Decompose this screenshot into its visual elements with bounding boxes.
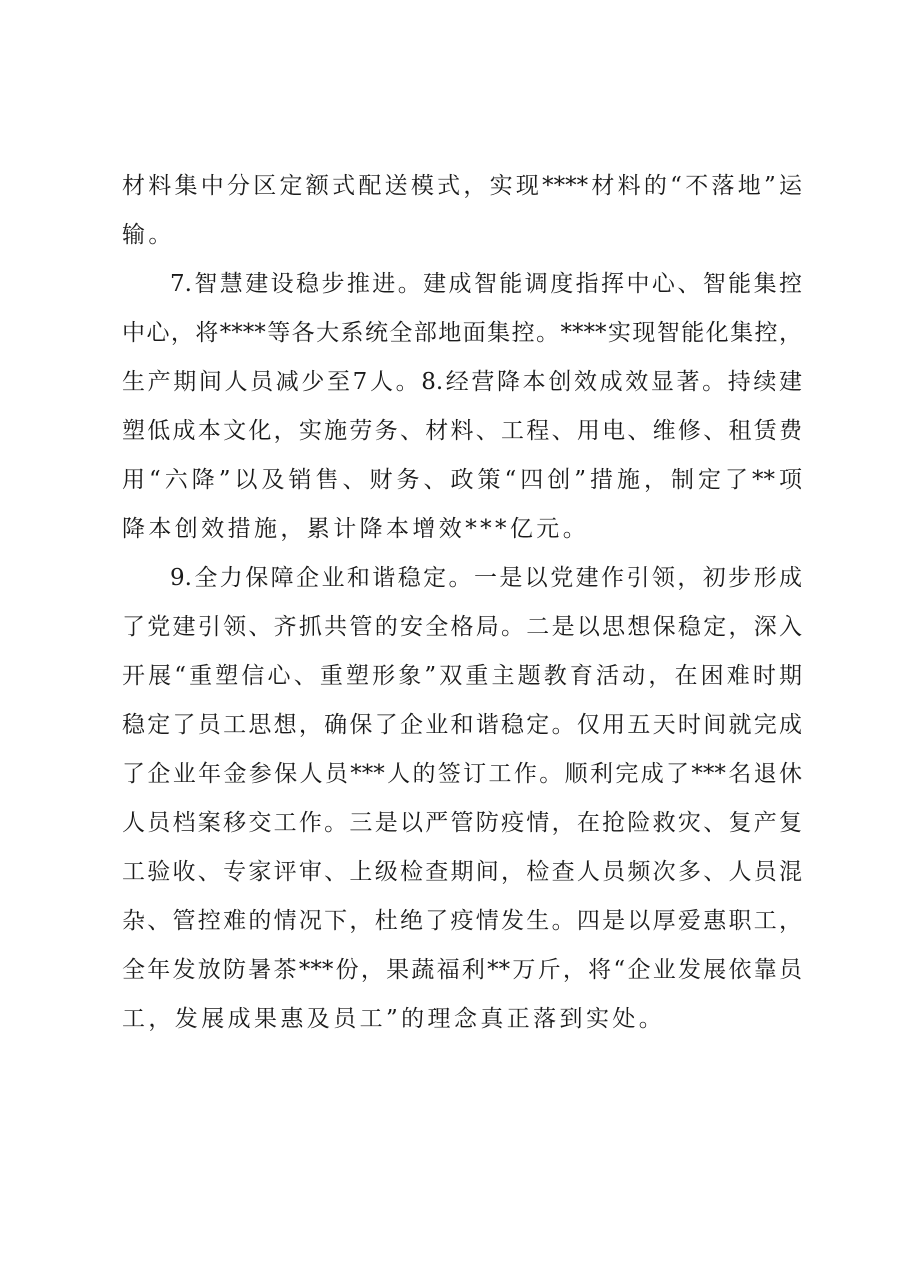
text-line: 了党建引领、齐抓共管的安全格局。二是以思想保稳定，深入	[122, 614, 802, 640]
text-line: 工验收、专家评审、上级检查期间，检查人员频次多、人员混	[122, 859, 802, 885]
text-line: 输。	[122, 222, 175, 248]
text-line: 7.智慧建设稳步推进。建成智能调度指挥中心、智能集控	[170, 271, 802, 297]
text-line: 杂、管控难的情况下，杜绝了疫情发生。四是以厚爱惠职工，	[122, 908, 802, 934]
text-line: 全年发放防暑茶***份，果蔬福利**万斤，将“企业发展依靠员	[122, 957, 802, 983]
text-line: 开展“重塑信心、重塑形象”双重主题教育活动，在困难时期	[122, 663, 802, 689]
text-line: 生产期间人员减少至7人。8.经营降本创效成效显著。持续建	[122, 369, 802, 395]
text-line: 人员档案移交工作。三是以严管防疫情，在抢险救灾、复产复	[122, 810, 802, 836]
text-line: 了企业年金参保人员***人的签订工作。顺利完成了***名退休	[122, 761, 802, 787]
text-line: 降本创效措施，累计降本增效***亿元。	[122, 516, 590, 542]
text-line: 材料集中分区定额式配送模式，实现****材料的“不落地”运	[122, 173, 802, 199]
document-body	[122, 162, 802, 1044]
text-line: 工，发展成果惠及员工”的理念真正落到实处。	[122, 1006, 666, 1032]
text-line: 用“六降”以及销售、财务、政策“四创”措施，制定了**项	[122, 467, 802, 493]
text-line: 9.全力保障企业和谐稳定。一是以党建作引领，初步形成	[170, 565, 802, 591]
text-line: 稳定了员工思想，确保了企业和谐稳定。仅用五天时间就完成	[122, 712, 802, 738]
text-line: 中心，将****等各大系统全部地面集控。****实现智能化集控，	[122, 320, 802, 346]
text-line: 塑低成本文化，实施劳务、材料、工程、用电、维修、租赁费	[122, 418, 802, 444]
